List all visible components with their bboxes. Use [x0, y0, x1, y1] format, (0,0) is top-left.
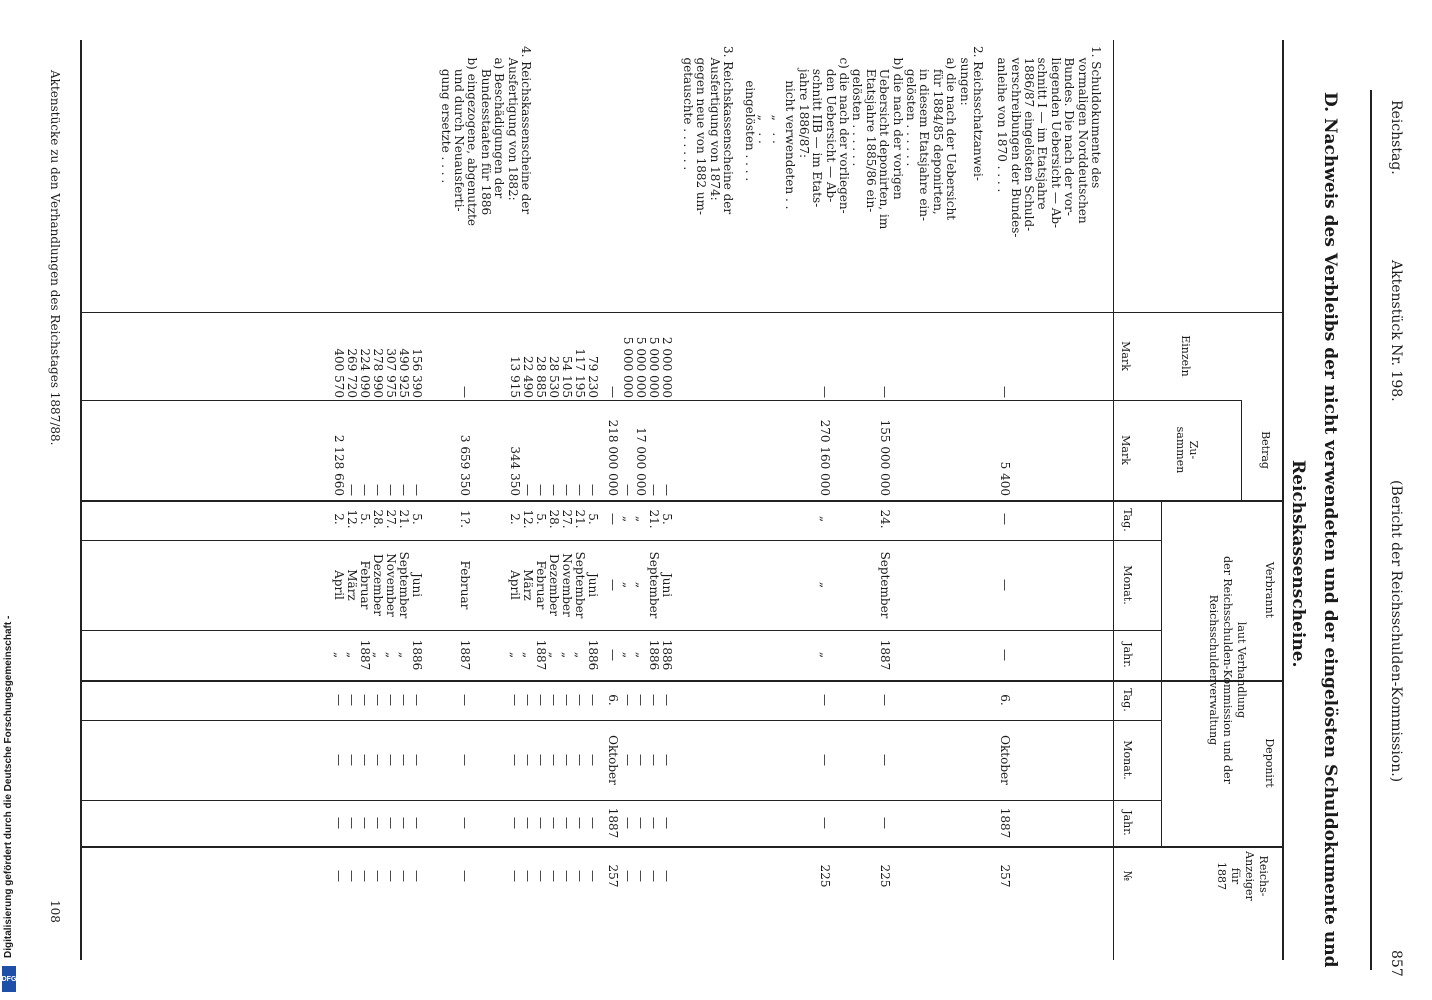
header-tag: Tag.	[1121, 508, 1134, 532]
dfg-logo-icon: DFG	[2, 966, 16, 992]
cell-jahr: 1886	[647, 639, 661, 671]
cell-einzeln: 307 975	[384, 348, 398, 398]
cell-jahr: 1886	[586, 639, 600, 671]
cell-dep-tag: —	[878, 694, 892, 706]
cell-einzeln: —	[606, 386, 620, 398]
cell-dep-tag: —	[358, 694, 372, 706]
cell-nr: —	[586, 870, 600, 882]
cell-tag: 2.	[332, 513, 346, 525]
betrag-rule	[1241, 400, 1242, 500]
cell-tag: 5.	[586, 513, 600, 525]
cell-dep-jahr: —	[384, 817, 398, 829]
cell-einzeln: 22 490	[521, 356, 535, 398]
cell-tag: „	[621, 515, 635, 523]
cell-einzeln: 5 000 000	[634, 336, 648, 398]
cell-monat: September	[397, 551, 411, 619]
footer-right: 108	[48, 900, 62, 923]
cell-nr: —	[345, 870, 359, 882]
cell-nr: 225	[878, 864, 892, 888]
cell-jahr: „	[397, 651, 411, 659]
cell-dep-jahr: —	[371, 817, 385, 829]
cell-jahr: „	[634, 651, 648, 659]
cell-tag: —	[998, 513, 1012, 525]
col-sep	[82, 312, 1284, 313]
cell-dep-monat: —	[384, 754, 398, 766]
cell-zusammen: —	[358, 484, 372, 496]
cell-dep-jahr: —	[397, 817, 411, 829]
cell-dep-tag: —	[458, 694, 472, 706]
cell-dep-tag: —	[345, 694, 359, 706]
cell-zusammen: 344 350	[508, 446, 522, 496]
cell-einzeln: 5 000 000	[621, 336, 635, 398]
cell-monat: „	[621, 581, 635, 589]
cell-zusammen: —	[384, 484, 398, 496]
header-anzeiger: Reichs- Anzeiger für 1887	[1215, 851, 1270, 901]
cell-zusammen: —	[586, 484, 600, 496]
section-4-text: 4. Reichskassenscheine der Ausfertigung von 1882: a) Beschädigungen der Bundesstaaten für 1886 b) eingezogene, abgenutzte und durch Neuausferti- gung ersetzte . . . .	[438, 46, 533, 227]
cell-nr: —	[508, 870, 522, 882]
cell-einzeln: 79 230	[586, 356, 600, 398]
cell-jahr: 1886	[660, 639, 674, 671]
cell-dep-monat: —	[521, 754, 535, 766]
cell-dep-jahr: —	[521, 817, 535, 829]
cell-monat: Dezember	[371, 553, 385, 617]
col-sep	[82, 846, 1284, 848]
cell-zusammen: —	[371, 484, 385, 496]
cell-nr: —	[384, 870, 398, 882]
cell-monat: März	[345, 569, 359, 601]
header-nr: №	[1121, 870, 1134, 882]
cell-dep-monat: —	[647, 754, 661, 766]
cell-einzeln: 5 000 000	[647, 336, 661, 398]
cell-dep-jahr: —	[586, 817, 600, 829]
cell-tag: 21.	[397, 509, 411, 529]
cell-dep-tag: —	[586, 694, 600, 706]
cell-zusammen: —	[660, 484, 674, 496]
cell-zusammen: 3 659 350	[458, 434, 472, 496]
section-3-text: 3. Reichskassenscheine der Ausfertigung von 1874: gegen neue von 1882 um- getauschte . . . . . .	[680, 46, 735, 216]
cell-nr: —	[534, 870, 548, 882]
cell-tag: 5.	[410, 513, 424, 525]
cell-einzeln: 156 390	[410, 348, 424, 398]
cell-dep-jahr: —	[332, 817, 346, 829]
cell-nr: —	[634, 870, 648, 882]
cell-zusammen: 155 000 000	[878, 419, 892, 496]
cell-dep-tag: —	[397, 694, 411, 706]
cell-tag: 27.	[384, 509, 398, 529]
cell-zusammen: —	[573, 484, 587, 496]
cell-jahr: „	[573, 651, 587, 659]
date-rule	[1161, 500, 1162, 846]
cell-tag: „	[634, 515, 648, 523]
footer-left: Aktenstücke zu den Verhandlungen des Reichstages 1887/88.	[48, 70, 62, 446]
cell-dep-monat: Oktober	[606, 735, 620, 785]
cell-dep-jahr: —	[508, 817, 522, 829]
cell-nr: —	[458, 870, 472, 882]
cell-tag: 5.	[534, 513, 548, 525]
cell-nr: —	[332, 870, 346, 882]
cell-dep-jahr: —	[534, 817, 548, 829]
cell-jahr: „	[621, 651, 635, 659]
cell-einzeln: 54 105	[560, 356, 574, 398]
cell-jahr: 1887	[878, 639, 892, 671]
cell-jahr: —	[606, 649, 620, 661]
header-betrag: Betrag	[1259, 431, 1272, 469]
cell-dep-jahr: —	[410, 817, 424, 829]
cell-monat: März	[521, 569, 535, 601]
cell-dep-tag: —	[560, 694, 574, 706]
header-right: (Bericht der Reichsschulden-Kommission.)	[1388, 480, 1404, 783]
cell-zusammen: 270 160 000	[818, 419, 832, 496]
cell-tag: 1?.	[458, 510, 472, 528]
cell-einzeln: 400 570	[332, 348, 346, 398]
cell-monat: „	[634, 581, 648, 589]
cell-tag: 27.	[560, 509, 574, 529]
section-2-text: 2. Reichsschatzanwei- sungen: a) die nach der Uebersicht für 1884/85 deponirten, in diesem Etatsjahre ein- gelösten . . . . . . b) die nach der vorigen Uebersicht deponirten, im Etatsjahre 1885/86 ein- gelösten . . . . . . c) die nach der vorliegen- den Uebersicht — Ab- schnitt IIB — im Etats- jahre 1886/87: nicht verwendeten . . „ . . „ . . eingelösten . . . .	[743, 46, 985, 230]
cell-monat: Februar	[358, 560, 372, 610]
header-zusammen: Zu- sammen	[1174, 426, 1200, 474]
cell-dep-monat: —	[547, 754, 561, 766]
cell-dep-jahr: —	[547, 817, 561, 829]
header-mark: Mark	[1119, 435, 1132, 465]
cell-tag: —	[606, 513, 620, 525]
cell-einzeln: 2 000 000	[660, 336, 674, 398]
cell-nr: 257	[998, 864, 1012, 888]
cell-dep-tag: —	[371, 694, 385, 706]
header-jahr: Jahr.	[1121, 642, 1134, 668]
cell-monat: Februar	[534, 560, 548, 610]
header-jahr: Jahr.	[1121, 810, 1134, 836]
cell-dep-jahr: 1887	[606, 807, 620, 839]
cell-jahr: —	[998, 649, 1012, 661]
cell-dep-monat: —	[660, 754, 674, 766]
cell-monat: November	[560, 553, 574, 617]
header-mark: Mark	[1119, 341, 1132, 371]
cell-dep-tag: 6.	[998, 694, 1012, 706]
cell-dep-jahr: —	[358, 817, 372, 829]
cell-dep-jahr: —	[878, 817, 892, 829]
cell-jahr: „	[560, 651, 574, 659]
cell-einzeln: 28 885	[534, 356, 548, 398]
cell-einzeln: 224 090	[358, 348, 372, 398]
cell-nr: —	[660, 870, 674, 882]
cell-jahr: „	[384, 651, 398, 659]
cell-dep-monat: —	[371, 754, 385, 766]
cell-monat: Juni	[660, 572, 674, 598]
cell-jahr: „	[547, 651, 561, 659]
cell-monat: „	[818, 581, 832, 589]
cell-dep-jahr: —	[573, 817, 587, 829]
cell-einzeln: 269 720	[345, 348, 359, 398]
cell-dep-jahr: —	[621, 817, 635, 829]
cell-nr: —	[521, 870, 535, 882]
table-title: D. Nachweis des Verbleibs der nicht verwendeten und der eingelösten Schuldokumente und	[1320, 92, 1340, 968]
cell-dep-tag: —	[534, 694, 548, 706]
cell-dep-monat: Oktober	[998, 735, 1012, 785]
dfg-credit: Digitalisierung gefördert durch die Deutsche Forschungsgemeinschaft -	[3, 615, 14, 958]
cell-jahr: „	[818, 651, 832, 659]
cell-dep-tag: —	[332, 694, 346, 706]
cell-monat: November	[384, 553, 398, 617]
cell-nr: —	[647, 870, 661, 882]
cell-monat: —	[998, 579, 1012, 591]
cell-dep-tag: —	[818, 694, 832, 706]
cell-dep-jahr: 1887	[998, 807, 1012, 839]
cell-dep-monat: —	[358, 754, 372, 766]
cell-zusammen: —	[397, 484, 411, 496]
cell-dep-monat: —	[410, 754, 424, 766]
col-sep	[82, 500, 1284, 502]
cell-tag: 21.	[573, 509, 587, 529]
cell-dep-jahr: —	[818, 817, 832, 829]
cell-nr: —	[560, 870, 574, 882]
cell-einzeln: 490 925	[397, 348, 411, 398]
header-rule	[1370, 90, 1372, 970]
cell-dep-tag: —	[660, 694, 674, 706]
cell-monat: April	[332, 570, 346, 600]
cell-nr: —	[371, 870, 385, 882]
cell-nr: —	[358, 870, 372, 882]
cell-dep-monat: —	[573, 754, 587, 766]
cell-dep-monat: —	[878, 754, 892, 766]
cell-dep-monat: —	[818, 754, 832, 766]
cell-tag: 12.	[521, 509, 535, 529]
cell-zusammen: 2 128 660	[332, 434, 346, 496]
cell-tag: 2.	[508, 513, 522, 525]
cell-dep-tag: —	[647, 694, 661, 706]
cell-dep-monat: —	[397, 754, 411, 766]
cell-einzeln: 117 195	[573, 348, 587, 398]
cell-dep-jahr: —	[345, 817, 359, 829]
cell-monat: —	[606, 579, 620, 591]
cell-dep-monat: —	[560, 754, 574, 766]
cell-dep-jahr: —	[660, 817, 674, 829]
cell-einzeln: —	[458, 386, 472, 398]
header-left: Reichstag.	[1388, 100, 1404, 175]
cell-tag: 5.	[358, 513, 372, 525]
cell-einzeln: —	[878, 386, 892, 398]
cell-tag: „	[818, 515, 832, 523]
cell-zusammen: —	[345, 484, 359, 496]
cell-zusammen: 5 400	[998, 461, 1012, 496]
cell-zusammen: —	[647, 484, 661, 496]
cell-dep-tag: —	[547, 694, 561, 706]
cell-einzeln: 28 530	[547, 356, 561, 398]
cell-zusammen: —	[534, 484, 548, 496]
cell-tag: 24.	[878, 509, 892, 529]
cell-dep-tag: —	[573, 694, 587, 706]
cell-nr: —	[573, 870, 587, 882]
cell-jahr: 1886	[410, 639, 424, 671]
cell-dep-tag: 6.	[606, 694, 620, 706]
cell-dep-tag: —	[621, 694, 635, 706]
cell-jahr: „	[332, 651, 346, 659]
header-einzeln: Einzeln	[1179, 335, 1192, 377]
cell-nr: 257	[606, 864, 620, 888]
cell-einzeln: 13 915	[508, 356, 522, 398]
cell-zusammen: —	[560, 484, 574, 496]
cell-monat: Dezember	[547, 553, 561, 617]
cell-einzeln: 278 990	[371, 348, 385, 398]
header-laut: laut Verhandlung der Reichsschulden-Kommission und der Reichsschuldenverwaltung	[1207, 556, 1248, 784]
cell-dep-tag: —	[521, 694, 535, 706]
cell-dep-tag: —	[384, 694, 398, 706]
cell-jahr: „	[521, 651, 535, 659]
cell-tag: 12.	[345, 509, 359, 529]
cell-dep-monat: —	[534, 754, 548, 766]
col-sep	[82, 680, 1284, 682]
cell-nr: —	[410, 870, 424, 882]
cell-monat: September	[878, 551, 892, 619]
cell-dep-tag: —	[410, 694, 424, 706]
header-tag: Tag.	[1121, 688, 1134, 712]
header-monat: Monat.	[1121, 740, 1134, 780]
cell-zusammen: —	[410, 484, 424, 496]
header-middle: Aktenstück Nr. 198.	[1388, 260, 1404, 402]
cell-dep-jahr: —	[560, 817, 574, 829]
cell-zusammen: —	[521, 484, 535, 496]
cell-jahr: 1887	[358, 639, 372, 671]
cell-nr: —	[621, 870, 635, 882]
cell-monat: Juni	[586, 572, 600, 598]
cell-einzeln: —	[998, 386, 1012, 398]
cell-dep-monat: —	[621, 754, 635, 766]
cell-nr: 225	[818, 864, 832, 888]
cell-tag: 28.	[371, 509, 385, 529]
cell-zusammen: —	[621, 484, 635, 496]
cell-jahr: „	[371, 651, 385, 659]
header-monat: Monat.	[1121, 565, 1134, 605]
cell-dep-monat: —	[586, 754, 600, 766]
header-verbrannt: Verbrannt	[1263, 561, 1276, 619]
cell-jahr: 1887	[534, 639, 548, 671]
cell-dep-monat: —	[458, 754, 472, 766]
page-number: 857	[1388, 950, 1404, 977]
cell-dep-monat: —	[345, 754, 359, 766]
cell-dep-monat: —	[508, 754, 522, 766]
section-1-text: 1. Schuldokumente des vormaligen Norddeutschen Bundes. Die nach der vor- liegenden Uebersicht — Ab- schnitt I — im Etatsjahre 1886/87 eingelösten Schuld- verschreibungen der Bundes- anleihe von 1870 . . . .	[995, 46, 1103, 238]
cell-dep-tag: —	[508, 694, 522, 706]
header-deponirt: Deponirt	[1263, 738, 1276, 788]
cell-monat: April	[508, 570, 522, 600]
table-title-cont: Reichskassenscheine.	[1288, 460, 1308, 668]
cell-tag: 5.	[660, 513, 674, 525]
cell-nr: —	[547, 870, 561, 882]
cell-jahr: 1887	[458, 639, 472, 671]
cell-zusammen: 218 000 000	[606, 419, 620, 496]
cell-dep-jahr: —	[634, 817, 648, 829]
cell-tag: 21.	[647, 509, 661, 529]
cell-nr: —	[397, 870, 411, 882]
cell-monat: September	[573, 551, 587, 619]
cell-dep-monat: —	[332, 754, 346, 766]
cell-jahr: „	[345, 651, 359, 659]
cell-dep-monat: —	[634, 754, 648, 766]
cell-dep-jahr: —	[458, 817, 472, 829]
cell-zusammen: 17 000 000	[634, 427, 648, 496]
cell-zusammen: —	[547, 484, 561, 496]
cell-monat: September	[647, 551, 661, 619]
cell-tag: 28.	[547, 509, 561, 529]
cell-monat: Februar	[458, 560, 472, 610]
cell-jahr: „	[508, 651, 522, 659]
cell-einzeln: —	[818, 386, 832, 398]
cell-monat: Juni	[410, 572, 424, 598]
cell-dep-tag: —	[634, 694, 648, 706]
cell-dep-jahr: —	[647, 817, 661, 829]
